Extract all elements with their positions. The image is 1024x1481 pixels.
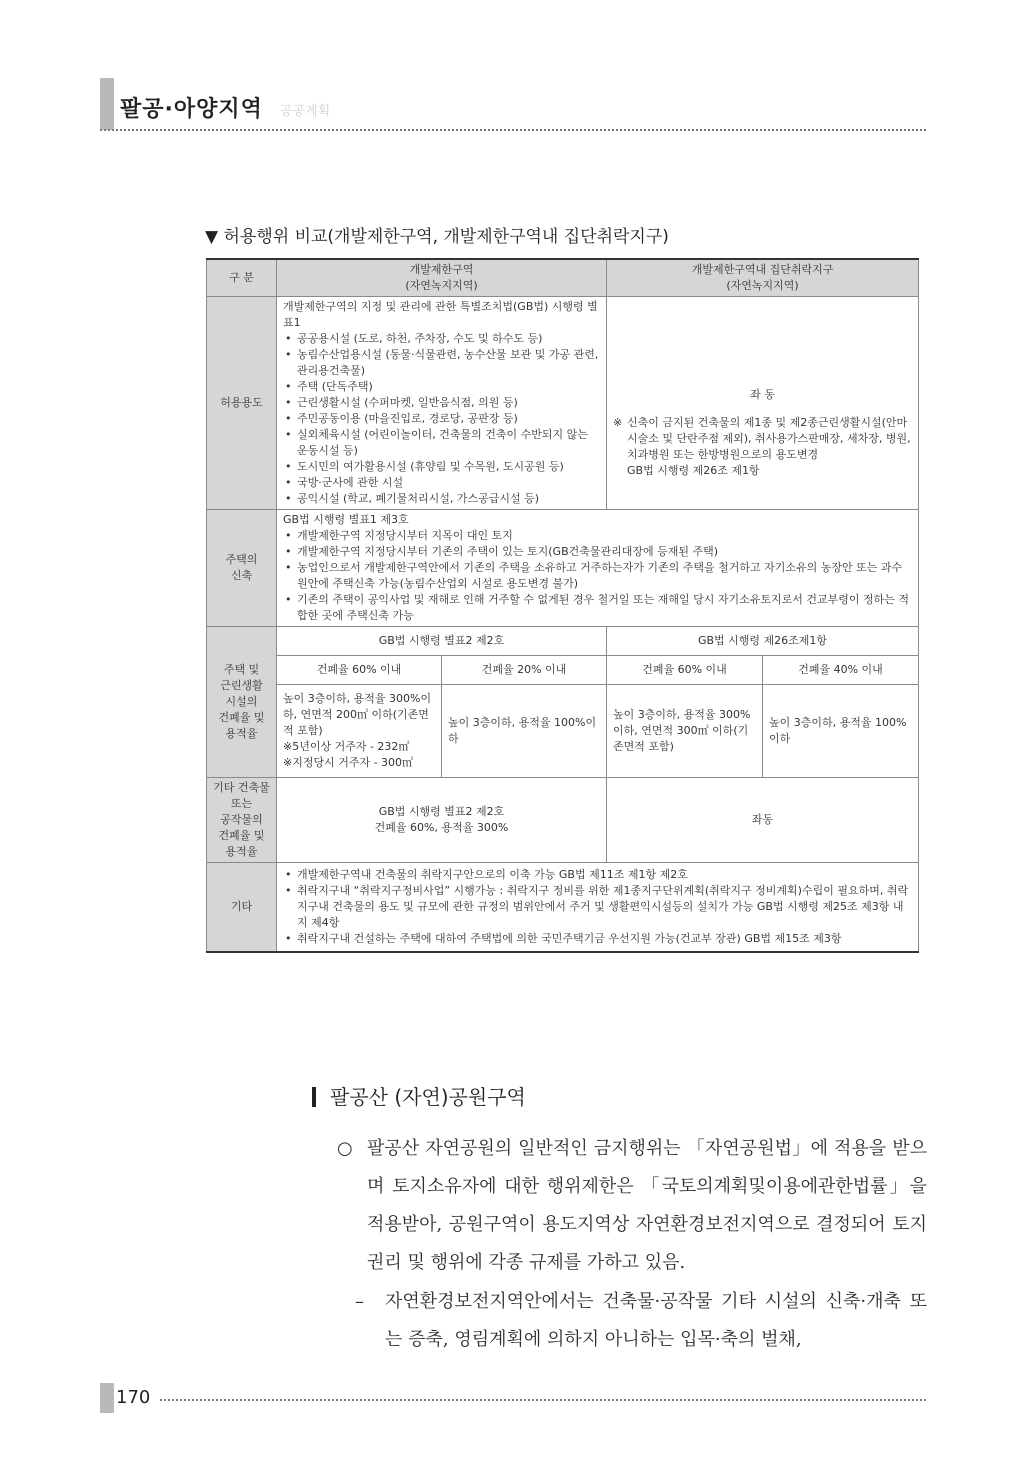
col-b-header-line1: 개발제한구역내 집단취락지구 [691, 263, 834, 276]
allowed-use-list [283, 331, 600, 507]
row-label-new-house-line2: 신축 [230, 569, 253, 582]
row-label-etc: 기타 [207, 863, 277, 953]
paragraph-circle-marker: ○ [337, 1138, 353, 1159]
ratio-a1-note2: ※지정당시 거주자 - 300㎡ [283, 756, 414, 769]
col-b-header [607, 259, 919, 297]
row-label-new-house-line1: 주택의 [225, 553, 258, 566]
list-item: • 도시민의 여가활용시설 (휴양림 및 수목원, 도시공원 등) [283, 459, 600, 475]
row-label-ratio-line4: 건폐율 및 [218, 711, 265, 724]
row-label-other-line4: 건폐율 및 [218, 829, 265, 842]
ratio-b2-head: 건폐율 40% 이내 [763, 656, 919, 685]
row-label-ratio-line1: 주택 및 [223, 663, 260, 676]
ratio-ref-gb: GB법 시행령 별표2 제2호 [277, 627, 607, 656]
header-accent-bar [100, 78, 114, 130]
ratio-a1-head: 건폐율 60% 이내 [277, 656, 442, 685]
header-title: 팔공·아양지역 [120, 97, 263, 122]
row-ratio-heads [207, 656, 919, 685]
new-house-list [283, 528, 912, 624]
col-label-header: 구 분 [207, 259, 277, 297]
allowed-use-village-note: ※ 신축이 금지된 건축물의 제1종 및 제2종근린생활시설(안마시술소 및 단란주점 제외), 취사용가스판매장, 세차장, 병원, 치과병원 또는 한방병원으로의 용도변경 [613, 415, 912, 463]
etc-list [283, 867, 912, 947]
list-item: • 취락지구내 “취락지구정비사업” 시행가능 : 취락지구 정비를 위한 제1종지구단위계획(취락지구 정비계획)수립이 필요하며, 취락지구내 건축물의 용도 및 규모에 관한 규정의 범위안에서 주거 및 생활편익시설등의 설치가 가능 GB법 시행령 제25조 제3항 내지 제4항 [283, 883, 912, 931]
ratio-a1-note1: ※5년이상 거주자 - 232㎡ [283, 740, 410, 753]
subparagraph-dash-marker: – [355, 1291, 364, 1312]
col-a-header-line1: 개발제한구역 [409, 263, 474, 276]
list-item: • 개발제한구역 지정당시부터 기존의 주택이 있는 토지(GB건축물관리대장에 등재된 주택) [283, 544, 912, 560]
list-item: • 공공용시설 (도로, 하천, 주차장, 수도 및 하수도 등) [283, 331, 600, 347]
list-item: • 공익시설 (학교, 폐기물처리시설, 가스공급시설 등) [283, 491, 600, 507]
col-a-header [277, 259, 607, 297]
page-footer [100, 1383, 926, 1413]
list-item: • 주민공동이용 (마을진입로, 경로당, 공판장 등) [283, 411, 600, 427]
table-title: ▼ 허용행위 비교(개발제한구역, 개발제한구역내 집단취락지구) [205, 227, 669, 247]
row-label-allowed-use: 허용용도 [207, 297, 277, 510]
row-ratio-ref [207, 627, 919, 656]
other-building-gb-line1: GB법 시행령 별표2 제2호 [378, 805, 505, 818]
row-label-ratio-line2: 근린생활 [220, 679, 263, 692]
list-item: • 주택 (단독주택) [283, 379, 600, 395]
list-item: • 국방·군사에 관한 시설 [283, 475, 600, 491]
list-item: • 취락지구내 건설하는 주택에 대하여 주택법에 의한 국민주택기금 우선지원 가능(건교부 장관) GB법 제15조 제3항 [283, 931, 912, 947]
section-title-text: 팔공산 (자연)공원구역 [330, 1085, 526, 1109]
other-building-village: 좌동 [607, 778, 919, 863]
header-subtitle: 공공계획 [280, 104, 331, 119]
other-building-gb [277, 778, 607, 863]
new-house-content [277, 510, 919, 627]
section-title-bar [312, 1087, 316, 1107]
ratio-b2-body: 높이 3층이하, 용적율 100%이하 [763, 685, 919, 778]
page-number: 170 [116, 1387, 151, 1408]
other-building-gb-line2: 건폐율 60%, 용적율 300% [374, 821, 509, 834]
ratio-a2-head: 건폐율 20% 이내 [442, 656, 607, 685]
row-etc [207, 863, 919, 953]
list-item: • 근린생활시설 (수퍼마켓, 일반음식점, 의원 등) [283, 395, 600, 411]
section-title [312, 1081, 526, 1110]
footer-divider [160, 1399, 926, 1401]
row-new-house [207, 510, 919, 627]
page-header [100, 78, 926, 130]
header-divider [100, 129, 926, 131]
allowed-use-gb [277, 297, 607, 510]
row-label-other-line1: 기타 건축물 [213, 781, 270, 794]
subparagraph-text: 자연환경보전지역안에서는 건축물·공작물 기타 시설의 신축·개축 또는 증축, 영림계획에 의하지 아니하는 입목·축의 벌채, [385, 1291, 927, 1350]
row-label-ratio-line5: 용적율 [225, 727, 258, 740]
allowed-use-village-ref: GB법 시행령 제26조 제1항 [627, 464, 760, 477]
ratio-b1-body: 높이 3층이하, 용적율 300%이하, 연면적 300㎡ 이하(기존면적 포함) [607, 685, 763, 778]
row-label-ratio-line3: 시설의 [225, 695, 258, 708]
ratio-a1-body [277, 685, 442, 778]
ratio-a1-text: 높이 3층이하, 용적율 300%이하, 연면적 200㎡ 이하(기존면적 포함) [283, 692, 432, 737]
body-paragraph [337, 1130, 927, 1282]
col-b-header-line2: (자연녹지지역) [726, 279, 799, 292]
etc-content [277, 863, 919, 953]
row-label-ratio [207, 627, 277, 778]
ratio-b1-head: 건폐율 60% 이내 [607, 656, 763, 685]
new-house-intro: GB법 시행령 별표1 제3호 [283, 513, 409, 526]
list-item: • 농림수산업용시설 (동물·식물관련, 농수산물 보관 및 가공 관련, 관리용건축물) [283, 347, 600, 379]
row-label-other-line2: 또는 [230, 797, 253, 810]
paragraph-text: 팔공산 자연공원의 일반적인 금지행위는 「자연공원법」에 적용을 받으며 토지소유자에 대한 행위제한은 「국토의계획및이용에관한법률」을 적용받아, 공원구역이 용도지역상 자연환경보전지역으로 결정되어 토지 권리 및 행위에 각종 규제를 가하고 있음. [367, 1138, 927, 1273]
footer-accent-bar [100, 1383, 114, 1413]
table-header-row [207, 259, 919, 297]
row-other-building [207, 778, 919, 863]
ratio-ref-village: GB법 시행령 제26조제1항 [607, 627, 919, 656]
row-label-other-building [207, 778, 277, 863]
comparison-table [206, 258, 919, 953]
row-label-new-house [207, 510, 277, 627]
list-item: • 실외체육시설 (어린이놀이터, 건축물의 건축이 수반되지 않는 운동시설 등) [283, 427, 600, 459]
list-item: • 개발제한구역 지정당시부터 지목이 대인 토지 [283, 528, 912, 544]
row-label-other-line3: 공작물의 [220, 813, 263, 826]
list-item: • 개발제한구역내 건축물의 취락지구안으로의 이축 가능 GB법 제11조 제1항 제2호 [283, 867, 912, 883]
allowed-use-intro: 개발제한구역의 지정 및 관리에 관한 특별조치법(GB법) 시행령 별표1 [283, 300, 598, 329]
allowed-use-village [607, 297, 919, 510]
list-item: • 기존의 주택이 공익사업 및 재해로 인해 거주할 수 없게된 경우 철거일 또는 재해일 당시 자기소유토지로서 건교부령이 정하는 적합한 곳에 주택신축 가능 [283, 592, 912, 624]
col-a-header-line2: (자연녹지지역) [405, 279, 478, 292]
ratio-a2-body: 높이 3층이하, 용적율 100%이하 [442, 685, 607, 778]
list-item: • 농업인으로서 개발제한구역안에서 기존의 주택을 소유하고 거주하는자가 기존의 주택을 철거하고 자기소유의 농장안 또는 과수원안에 주택신축 가능(농림수산업외 시설로 용도변경 불가) [283, 560, 912, 592]
row-allowed-use [207, 297, 919, 510]
allowed-use-village-same: 좌 동 [750, 388, 775, 401]
body-subparagraph [355, 1283, 927, 1359]
row-ratio-bodies [207, 685, 919, 778]
row-label-other-line5: 용적율 [225, 845, 258, 858]
